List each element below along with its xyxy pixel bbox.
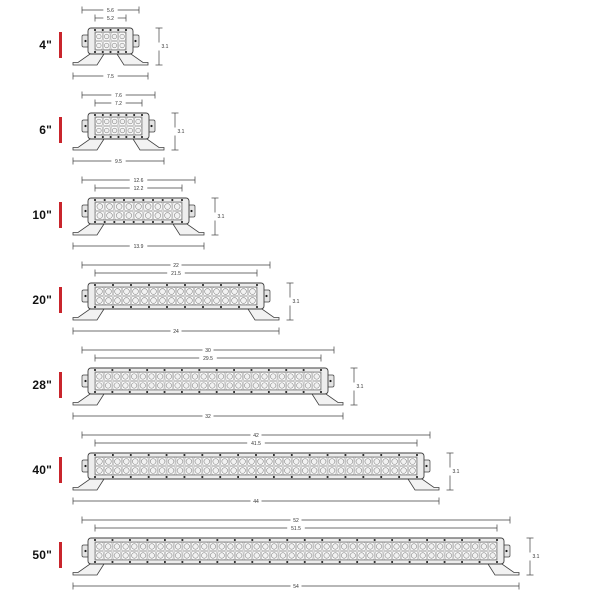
lightbar-drawing bbox=[64, 257, 600, 342]
svg-text:32: 32 bbox=[205, 413, 211, 420]
svg-text:3.1: 3.1 bbox=[356, 384, 364, 391]
svg-text:52: 52 bbox=[293, 517, 299, 524]
size-label-column bbox=[0, 257, 64, 342]
size-label-column bbox=[0, 427, 64, 512]
size-row bbox=[0, 512, 600, 597]
size-label-column bbox=[0, 342, 64, 427]
size-label-column bbox=[0, 172, 64, 257]
svg-text:9.5: 9.5 bbox=[115, 158, 122, 165]
size-row bbox=[0, 427, 600, 512]
size-label-column bbox=[0, 2, 64, 87]
svg-text:21.5: 21.5 bbox=[171, 270, 181, 277]
svg-text:7.2: 7.2 bbox=[115, 100, 122, 107]
red-accent-bar bbox=[59, 542, 62, 568]
svg-text:3.1: 3.1 bbox=[452, 469, 460, 476]
red-accent-bar bbox=[59, 202, 62, 228]
red-accent-bar bbox=[59, 457, 62, 483]
lightbar-drawing bbox=[64, 512, 600, 597]
size-rows bbox=[0, 2, 600, 597]
size-label: 4" bbox=[39, 37, 52, 52]
red-accent-bar bbox=[59, 287, 62, 313]
svg-text:3.1: 3.1 bbox=[532, 554, 540, 561]
svg-text:24: 24 bbox=[173, 328, 179, 335]
lightbar-drawing bbox=[64, 87, 600, 172]
svg-text:29.5: 29.5 bbox=[203, 355, 213, 362]
lightbar-drawing bbox=[64, 427, 600, 512]
size-row bbox=[0, 2, 600, 87]
svg-text:5.2: 5.2 bbox=[107, 15, 114, 22]
svg-text:7.6: 7.6 bbox=[115, 92, 122, 99]
svg-text:3.1: 3.1 bbox=[292, 299, 300, 306]
red-accent-bar bbox=[59, 372, 62, 398]
size-label-column bbox=[0, 87, 64, 172]
svg-text:13.9: 13.9 bbox=[133, 243, 144, 250]
svg-text:5.6: 5.6 bbox=[107, 7, 114, 14]
size-label: 10" bbox=[32, 207, 52, 222]
svg-text:12.6: 12.6 bbox=[133, 177, 144, 184]
svg-text:3.1: 3.1 bbox=[177, 129, 185, 136]
size-label-column bbox=[0, 512, 64, 597]
svg-text:42: 42 bbox=[253, 432, 259, 439]
size-label: 40" bbox=[32, 462, 52, 477]
svg-text:22: 22 bbox=[173, 262, 179, 269]
lightbar-drawing bbox=[64, 2, 600, 87]
svg-text:51.5: 51.5 bbox=[291, 525, 301, 532]
svg-text:3.1: 3.1 bbox=[217, 214, 225, 221]
size-row bbox=[0, 342, 600, 427]
size-row bbox=[0, 257, 600, 342]
size-label: 28" bbox=[32, 377, 52, 392]
size-row bbox=[0, 172, 600, 257]
svg-text:3.1: 3.1 bbox=[161, 44, 169, 51]
svg-text:12.2: 12.2 bbox=[133, 185, 144, 192]
size-label: 50" bbox=[32, 547, 52, 562]
svg-text:44: 44 bbox=[253, 498, 259, 505]
svg-text:7.5: 7.5 bbox=[107, 73, 114, 80]
size-label: 20" bbox=[32, 292, 52, 307]
size-label: 6" bbox=[39, 122, 52, 137]
lightbar-drawing bbox=[64, 172, 600, 257]
svg-text:30: 30 bbox=[205, 347, 211, 354]
svg-text:54: 54 bbox=[293, 583, 299, 590]
svg-text:41.5: 41.5 bbox=[251, 440, 261, 447]
lightbar-drawing bbox=[64, 342, 600, 427]
size-row bbox=[0, 87, 600, 172]
red-accent-bar bbox=[59, 117, 62, 143]
red-accent-bar bbox=[59, 32, 62, 58]
